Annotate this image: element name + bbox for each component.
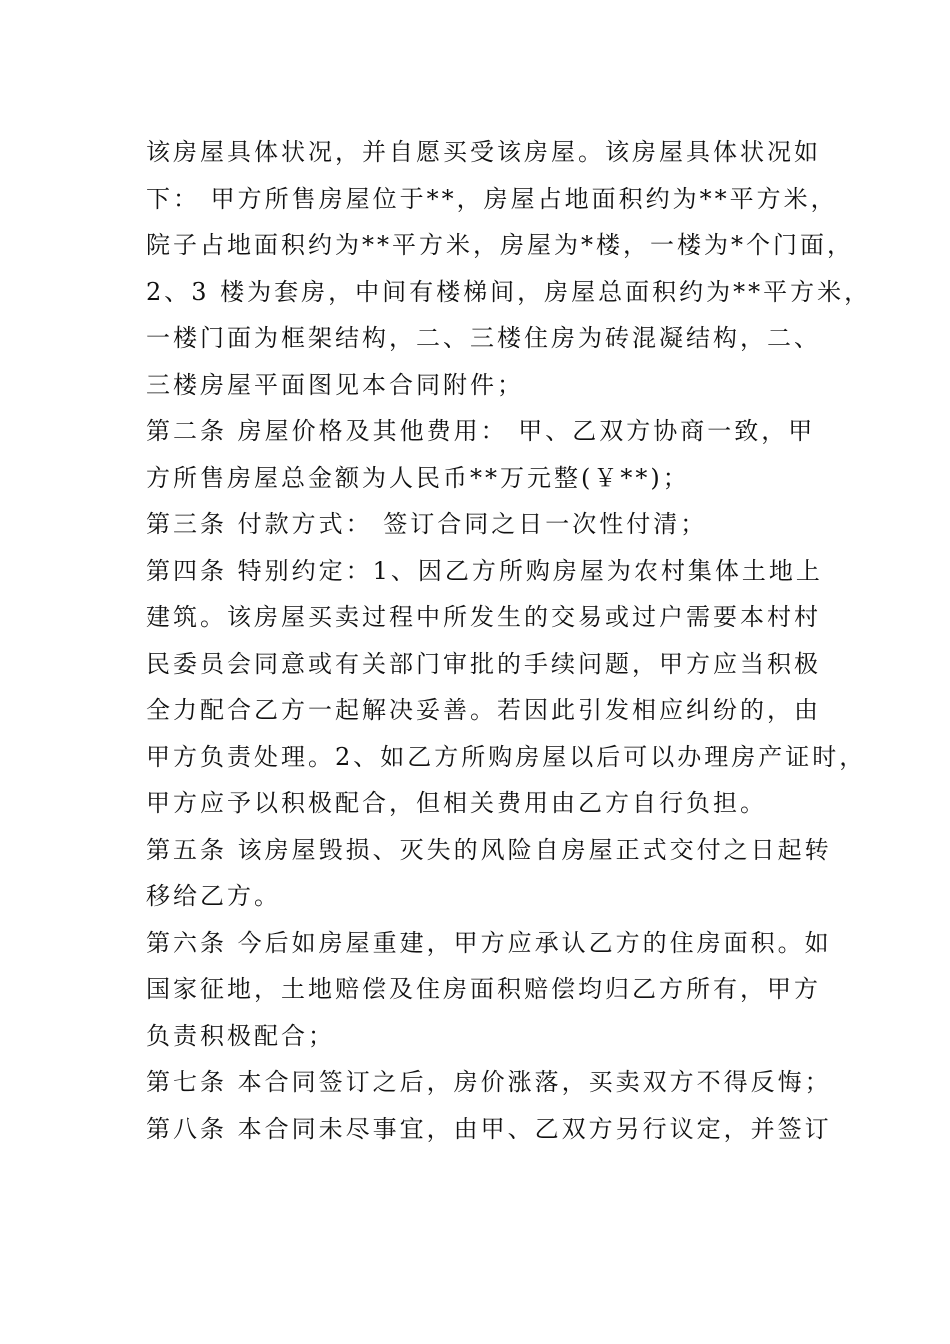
article-2-line: 第二条 房屋价格及其他费用： 甲、乙双方协商一致，甲 (146, 417, 816, 445)
text-line: 2、3 楼为套房，中间有楼梯间，房屋总面积约为**平方米， (146, 277, 872, 306)
text-line: 院子占地面积约为**平方米，房屋为*楼，一楼为*个门面， (146, 231, 854, 259)
text-line: 国家征地，土地赔偿及住房面积赔偿均归乙方所有，甲方 (146, 975, 821, 1003)
article-6-line: 第六条 今后如房屋重建，甲方应承认乙方的住房面积。如 (146, 928, 832, 957)
text-line: 民委员会同意或有关部门审批的手续问题，甲方应当积极 (146, 649, 821, 678)
text-line: 建筑。该房屋买卖过程中所发生的交易或过户需要本村村 (146, 603, 821, 631)
text-line: 甲方负责处理。2、如乙方所购房屋以后可以办理房产证时， (146, 742, 867, 771)
text-line: 一楼门面为框架结构，二、三楼住房为砖混凝结构，二、 (146, 324, 821, 352)
article-4-line: 第四条 特别约定：1、因乙方所购房屋为农村集体土地上 (146, 556, 823, 585)
text-line: 负责积极配合； (146, 1021, 335, 1050)
text-line: 该房屋具体状况，并自愿买受该房屋。该房屋具体状况如 (146, 138, 821, 166)
contract-text-body (146, 129, 872, 1152)
article-5-line: 第五条 该房屋毁损、灭失的风险自房屋正式交付之日起转 (146, 835, 832, 864)
article-3-line: 第三条 付款方式： 签订合同之日一次性付清； (146, 510, 708, 538)
text-line: 三楼房屋平面图见本合同附件； (146, 370, 524, 399)
text-line: 方所售房屋总金额为人民币**万元整(￥**)； (146, 463, 690, 492)
article-8-line: 第八条 本合同未尽事宜，由甲、乙双方另行议定，并签订 (146, 1114, 832, 1143)
text-line: 甲方应予以积极配合，但相关费用由乙方自行负担。 (146, 789, 767, 817)
text-line: 下： 甲方所售房屋位于**，房屋占地面积约为**平方米， (146, 184, 838, 213)
text-line: 全力配合乙方一起解决妥善。若因此引发相应纠纷的，由 (146, 696, 821, 724)
text-line: 移给乙方。 (146, 882, 281, 910)
article-7-line: 第七条 本合同签订之后，房价涨落，买卖双方不得反悔； (146, 1068, 832, 1096)
